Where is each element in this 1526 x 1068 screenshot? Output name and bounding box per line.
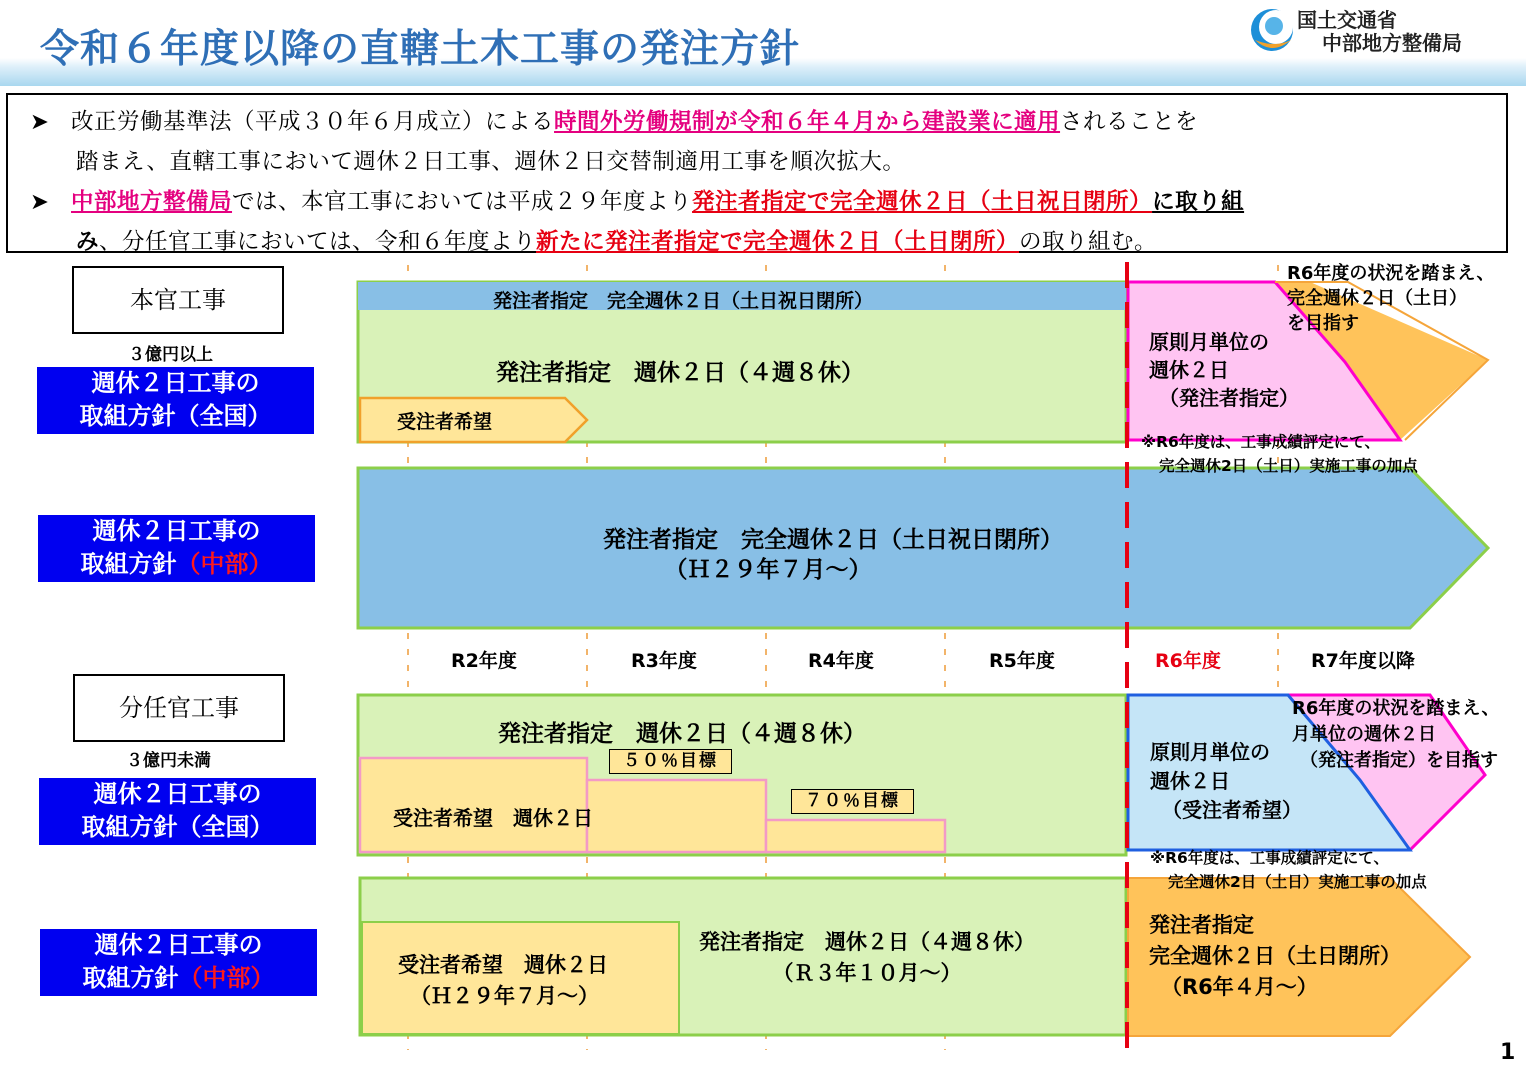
policy-chubu-1 [38, 515, 315, 582]
r3-main-label: 発注者指定 週休２日（４週８休） [498, 721, 866, 747]
org-name-line2: 中部地方整備局 [1322, 31, 1462, 55]
r1-pink-line1: 原則月単位の [1149, 330, 1269, 354]
r1-note-line1: ※R6年度は、工事成績評定にて、 [1141, 433, 1380, 451]
honkan-box: 本官工事 [72, 266, 284, 334]
arrow-bullet-icon: ➤ [30, 189, 50, 215]
org-name-line1: 国土交通省 [1297, 8, 1397, 32]
bullet-2-highlight-1: 発注者指定で完全週休２日（土日祝日閉所） [692, 189, 1153, 215]
year-label-r4: R4年度 [808, 650, 874, 672]
r1-orange-line3: を目指す [1287, 313, 1359, 334]
r3-blue-line1: 原則月単位の [1150, 740, 1270, 764]
r1-pink-line2: 週休２日 [1149, 358, 1229, 382]
policy-national-1-line1: 週休２日工事の [91, 369, 260, 397]
year-label-r7: R7年度以降 [1311, 650, 1415, 672]
r2-label [603, 525, 1063, 585]
r3-blue-line2: 週休２日 [1150, 769, 1230, 793]
r1-top-label: 発注者指定 完全週休２日（土日祝日閉所） [493, 290, 874, 312]
r4-orange-line3: （R6年４月～） [1161, 975, 1318, 999]
r2-line1: 発注者指定 完全週休２日（土日祝日閉所） [603, 527, 1063, 553]
r3-note [1150, 846, 1427, 894]
r3-yellow-step2 [587, 780, 766, 852]
r4-green-line1: 発注者指定 週休２日（４週８休） [699, 930, 1035, 954]
bullet-2-org: 中部地方整備局 [71, 189, 233, 215]
r1-orange-label [1287, 261, 1494, 336]
r4-yellow-line2: （Ｈ２９年７月～） [410, 984, 599, 1008]
r3-blue-label [1150, 738, 1302, 825]
bullet-2-highlight-2: 新たに発注者指定で完全週休２日（土日閉所） [536, 229, 1020, 255]
bullet-1-text-c: されることを [1060, 109, 1199, 135]
policy-chubu-2-line1: 週休２日工事の [94, 931, 263, 959]
r1-pink-label [1149, 328, 1299, 412]
bullet-1-text-a: 改正労働基準法（平成３０年６月成立）による [71, 109, 555, 135]
r3-target-70: ７０％目標 [791, 789, 914, 814]
policy-national-1 [37, 367, 314, 434]
page-title: 令和６年度以降の直轄土木工事の発注方針 [40, 27, 801, 72]
bullet-2-text-h: の取り組む。 [1019, 229, 1158, 255]
r3-pink-label [1292, 696, 1499, 774]
bullet-1-line2: 踏まえ、直轄工事において週休２日工事、週休２日交替制適用工事を順次拡大。 [76, 149, 906, 175]
policy-chubu-2-line2b: （中部） [178, 964, 275, 992]
honkan-threshold: ３億円以上 [128, 345, 213, 365]
r3-pink-line3: （発注者指定）を目指す [1300, 750, 1498, 771]
year-label-r3: R3年度 [631, 650, 697, 672]
bullet-1-highlight: 時間外労働規制が令和６年４月から建設業に適用 [554, 109, 1061, 135]
r1-orange-line1: R6年度の状況を踏まえ、 [1287, 263, 1495, 284]
r1-orange-line2: 完全週休２日（土日） [1287, 288, 1467, 309]
r4-yellow-line1: 受注者希望 週休２日 [398, 953, 608, 977]
r4-orange-label [1149, 910, 1401, 1003]
bullet-2-text-d: に取り組 [1152, 189, 1245, 215]
policy-national-2-line2: 取組方針（全国） [81, 813, 274, 841]
bunnin-threshold: ３億円未満 [126, 751, 211, 771]
bullet-2-text-e: み [76, 229, 100, 255]
r2-line2: （Ｈ２９年７月～） [664, 557, 872, 583]
policy-chubu-1-line2a: 取組方針 [80, 550, 177, 578]
bunnin-box: 分任官工事 [73, 674, 285, 742]
year-label-r6: R6年度 [1155, 650, 1221, 672]
bullet-2-text-f: 、分任官工事においては、令和６年度より [99, 229, 537, 255]
bullet-2-text-b: では、本官工事においては平成２９年度より [232, 189, 693, 215]
policy-chubu-1-line2b: （中部） [176, 550, 273, 578]
r4-orange-line1: 発注者指定 [1149, 913, 1254, 937]
r1-note [1141, 430, 1418, 478]
policy-chubu-1-line1: 週休２日工事の [92, 517, 261, 545]
policy-chubu-2 [40, 929, 317, 996]
r3-note-line1: ※R6年度は、工事成績評定にて、 [1150, 849, 1389, 867]
r3-small-label: 受注者希望 週休２日 [393, 806, 593, 830]
policy-national-1-line2: 取組方針（全国） [79, 402, 272, 430]
policy-national-2 [39, 778, 316, 845]
page-number: 1 [1500, 1040, 1516, 1065]
r3-pink-line2: 月単位の週休２日 [1292, 724, 1436, 745]
r1-main-label: 発注者指定 週休２日（４週８休） [496, 360, 864, 386]
r1-note-line2: 完全週休2日（土日）実施工事の加点 [1159, 457, 1418, 475]
r4-green-line2: （Ｒ３年１０月～） [772, 961, 962, 985]
r1-small-label: 受注者希望 [397, 411, 493, 433]
year-label-r5: R5年度 [989, 650, 1055, 672]
policy-chubu-2-line2a: 取組方針 [82, 964, 179, 992]
r4-orange-line2: 完全週休２日（土日閉所） [1149, 944, 1401, 968]
arrow-bullet-icon: ➤ [30, 109, 50, 135]
policy-national-2-line1: 週休２日工事の [93, 780, 262, 808]
r4-yellow-label [398, 950, 608, 1012]
r3-pink-line1: R6年度の状況を踏まえ、 [1292, 698, 1500, 719]
r3-target-50: ５０％目標 [609, 749, 732, 774]
r3-blue-line3: （受注者希望） [1162, 798, 1302, 822]
r1-pink-line3: （発注者指定） [1159, 386, 1299, 410]
r3-note-line2: 完全週休2日（土日）実施工事の加点 [1168, 873, 1427, 891]
r3-yellow-step3 [766, 820, 945, 852]
year-label-r2: R2年度 [451, 650, 517, 672]
r4-green-label [699, 927, 1035, 989]
